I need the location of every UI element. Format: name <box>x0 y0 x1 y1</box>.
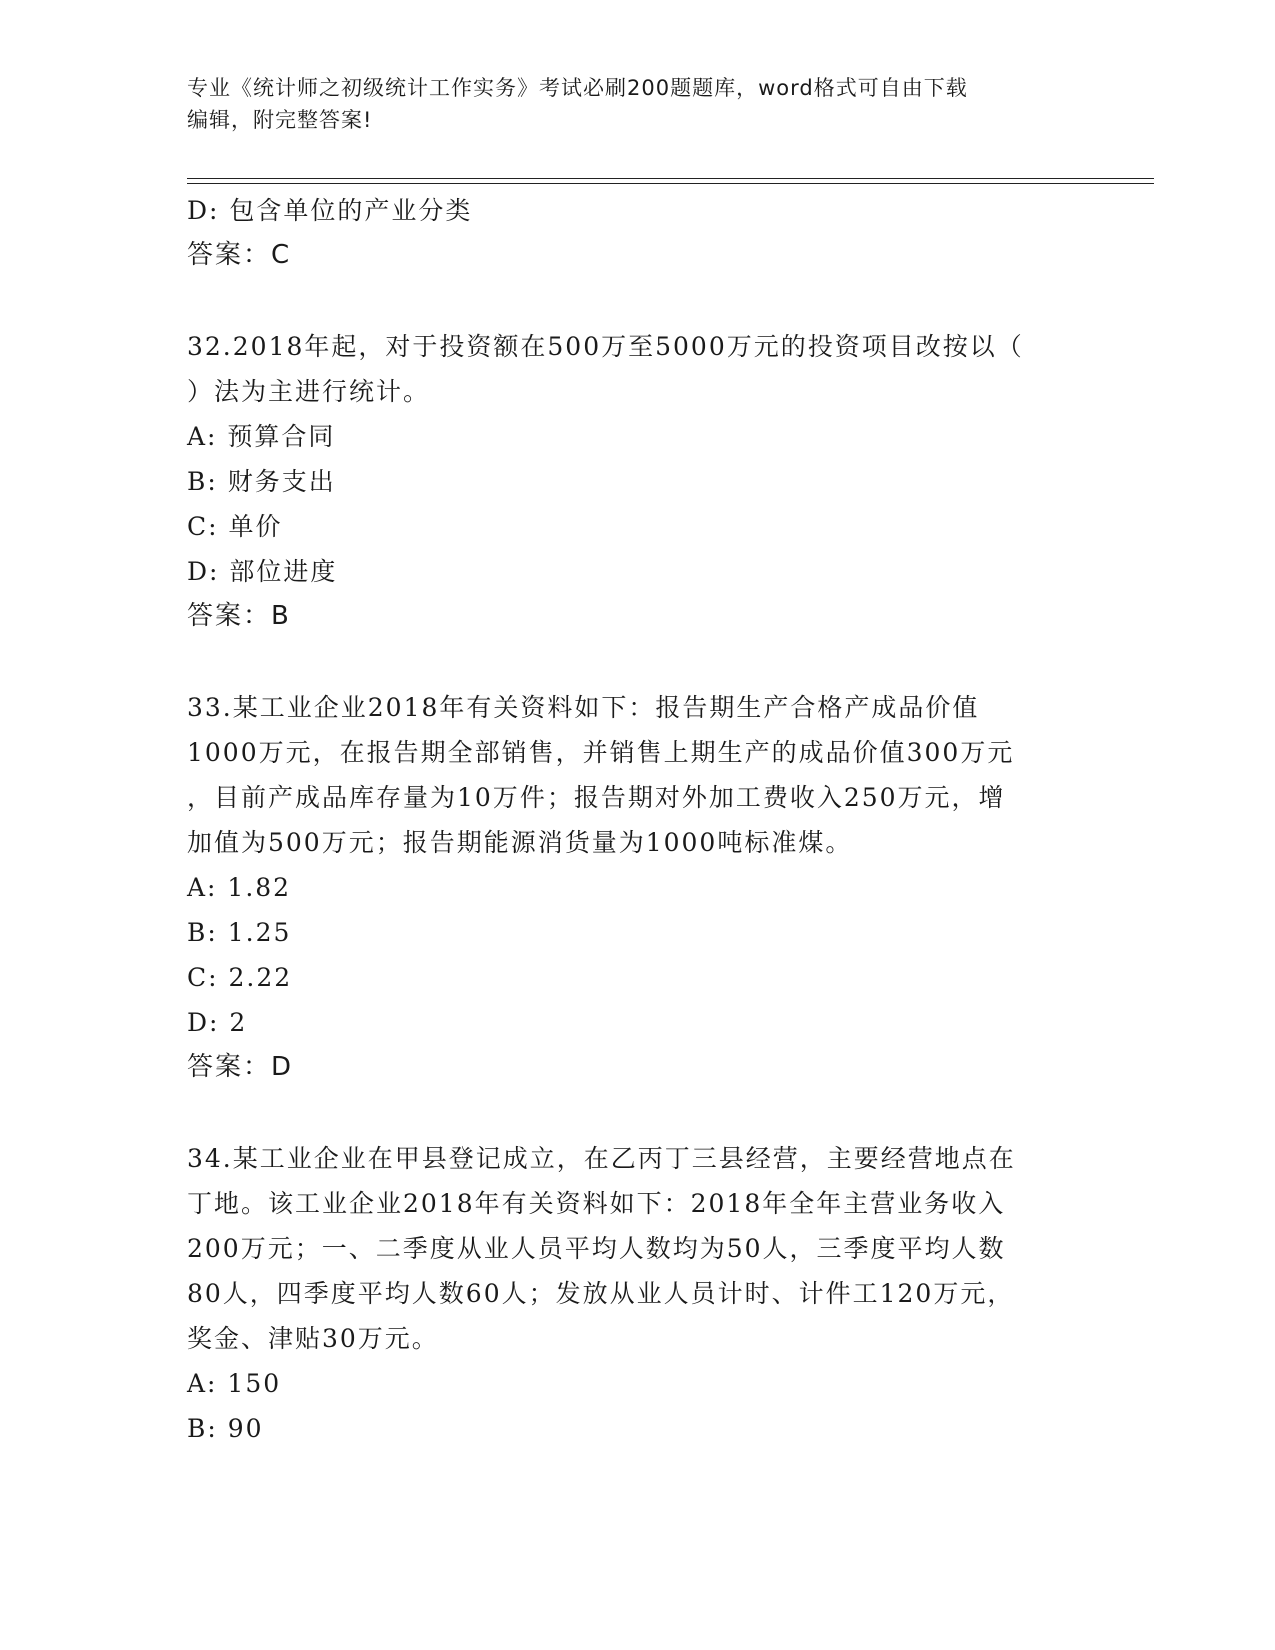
option-d: D: 包含单位的产业分类 <box>187 196 473 225</box>
option-b: B: 90 <box>187 1414 264 1443</box>
question-list <box>187 188 1087 1451</box>
question-stem-line: 1000万元，在报告期全部销售，并销售上期生产的成品价值300万元 <box>187 738 1015 767</box>
spacer <box>187 639 1087 685</box>
question-stem-line: 加值为500万元；报告期能源消货量为1000吨标准煤。 <box>187 828 853 857</box>
header-line-2: 编辑，附完整答案! <box>187 108 373 132</box>
question-stem-line: ，目前产成品库存量为10万件；报告期对外加工费收入250万元，增 <box>187 783 1006 812</box>
header-divider-bottom <box>187 183 1154 184</box>
spacer <box>187 1090 1087 1136</box>
header-divider-top <box>187 178 1154 179</box>
option-d: D: 部位进度 <box>187 557 338 586</box>
option-b: B: 1.25 <box>187 918 292 947</box>
header-line-1: 专业《统计师之初级统计工作实务》考试必刷200题题库，word格式可自由下载 <box>187 76 968 100</box>
option-c: C: 2.22 <box>187 963 293 992</box>
option-a: A: 预算合同 <box>187 422 336 451</box>
question-31-tail <box>187 188 1087 278</box>
question-stem-line: 33.某工业企业2018年有关资料如下：报告期生产合格产成品价值 <box>187 693 980 722</box>
question-stem-line: 奖金、津贴30万元。 <box>187 1324 439 1353</box>
question-stem-line: 200万元；一、二季度从业人员平均人数均为50人，三季度平均人数 <box>187 1234 1006 1263</box>
question-stem-line: 80人，四季度平均人数60人；发放从业人员计时、计件工120万元， <box>187 1279 1015 1308</box>
option-d: D: 2 <box>187 1008 248 1037</box>
question-stem-line: 34.某工业企业在甲县登记成立，在乙丙丁三县经营，主要经营地点在 <box>187 1144 1016 1173</box>
question-34 <box>187 1136 1087 1451</box>
option-a: A: 1.82 <box>187 873 292 902</box>
question-stem-line: ）法为主进行统计。 <box>187 377 431 406</box>
spacer <box>187 278 1087 324</box>
question-32 <box>187 324 1087 639</box>
document-header <box>187 72 1087 136</box>
question-33 <box>187 685 1087 1090</box>
option-c: C: 单价 <box>187 512 283 541</box>
question-stem-line: 丁地。该工业企业2018年有关资料如下：2018年全年主营业务收入 <box>187 1189 1006 1218</box>
question-stem-line: 32.2018年起，对于投资额在500万至5000万元的投资项目改按以（ <box>187 332 1024 361</box>
option-a: A: 150 <box>187 1369 282 1398</box>
answer-line: 答案：B <box>187 601 291 631</box>
answer-line: 答案：C <box>187 240 292 270</box>
answer-line: 答案：D <box>187 1052 294 1082</box>
option-b: B: 财务支出 <box>187 467 336 496</box>
